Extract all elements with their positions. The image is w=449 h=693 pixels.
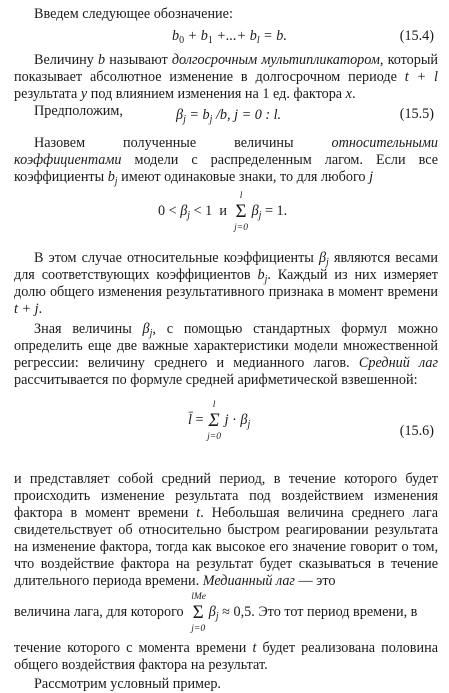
equation-15-5-number: (15.5): [399, 106, 434, 122]
var-t: t: [196, 505, 201, 521]
sum-symbol: lMe Σ j=0: [191, 603, 205, 622]
paragraph-mean-lag-explanation: [14, 471, 438, 590]
text: модели с распределенным лагом. Если все коэффициенты: [14, 152, 438, 185]
equation-15-4-expr: $b_0 + b_1$ +...+ $b_l = b$.: [172, 28, 287, 46]
var-bj: $b_j$: [107, 169, 118, 187]
sum-symbol: l Σ j=0: [234, 202, 248, 221]
sum-upper: l: [239, 191, 243, 201]
term-relative-coefficients: относительными коэффициентами: [14, 135, 438, 168]
equation-15-6-number: (15.6): [399, 423, 434, 439]
text: — это: [294, 573, 336, 589]
paragraph-multiplier: [14, 52, 438, 103]
text: будет реализована половина общего воздействия фактора на результат.: [14, 640, 438, 673]
sum-upper: lMe: [191, 592, 206, 603]
var-b: b: [98, 52, 106, 68]
var-t: t: [252, 640, 257, 656]
sum-lower: j=0: [191, 624, 206, 635]
var-t-plus-l: t + l: [404, 69, 438, 85]
text: результата: [14, 86, 81, 102]
text: под влиянием изменения на 1 ед. фактора: [87, 86, 346, 102]
equation-15-4-number: (15.4): [399, 28, 434, 44]
var-bj: $b_j$: [257, 267, 268, 285]
sum-symbol: l Σ j=0: [207, 411, 221, 430]
text: В этом случае относительные коэффициенты: [34, 250, 319, 266]
text: , с помощью стандартных формул можно определить еще две важные характеристики модели множественной регрессии: величину среднего и медианного лагов.: [14, 321, 438, 371]
text: называют: [105, 52, 172, 68]
text: течение которого с момента времени: [14, 640, 253, 656]
text: рассчитывается по формуле средней арифметической взвешенной:: [14, 372, 418, 388]
var-x: x: [345, 86, 352, 102]
text: и представляет собой средний период, в течение которого будет происходить изменение результата под воздействием изменения фактора в момент времени: [14, 471, 438, 521]
term-long-multiplier: долгосрочным мультипликатором,: [171, 52, 384, 68]
equation-15-6: [14, 389, 438, 447]
text: который показывает абсолютное изменение в долгосрочном периоде: [14, 52, 438, 85]
equation-weights-expr: $0 < \beta_j < 1$ и l Σ j=0 $\beta_j = 1$.: [158, 191, 288, 233]
equation-15-5: [14, 103, 438, 125]
text: имеют одинаковые знаки, то для любого: [117, 169, 370, 185]
term-median-lag: Медианный лаг: [202, 573, 295, 589]
var-j: j: [369, 169, 374, 185]
text: величина лага, для которого: [14, 604, 184, 620]
text: .: [38, 301, 43, 317]
and-word: и: [219, 202, 227, 219]
var-beta-j: $\beta_j$: [142, 321, 153, 339]
var-t-plus-j: t + j: [14, 301, 39, 317]
text: Величину: [34, 52, 98, 68]
sum-upper: l: [212, 400, 216, 410]
var-beta-j: $\beta_j$: [318, 250, 329, 268]
var-y: y: [80, 86, 88, 102]
equation-weights: [14, 186, 438, 232]
sum-lower: j=0: [234, 223, 248, 233]
paragraph-relative-coefficients: [14, 135, 438, 186]
paragraph-median-continued: [14, 640, 438, 674]
text: Назовем полученные величины: [34, 135, 332, 151]
text: .: [351, 86, 356, 102]
text: являются весами для соответствующих коэффициентов: [14, 250, 438, 283]
suppose-text: Предположим,: [34, 103, 123, 119]
equation-15-4: [14, 25, 438, 49]
equation-15-5-expr: $\beta_j = b_j$ /b, j = 0 : l.: [176, 107, 282, 125]
page: [14, 6, 438, 693]
paragraph-mean-lag: [14, 321, 438, 389]
intro-text: Введем следующее обозначение:: [34, 6, 233, 22]
paragraph-median-lag: [14, 592, 438, 635]
text: . Небольшая величина среднего лага свидетельствует об относительно быстром реагировании результата на изменение фактора, тогда как высокое его значение говорит о том, что воздействие фактора на результат будет сказываться в течение длительного периода времени.: [14, 505, 438, 589]
paragraph-weights: [14, 250, 438, 318]
text: Это тот период времени, в: [254, 604, 418, 620]
term-mean-lag: Средний лаг: [358, 355, 438, 371]
text: . Каждый из них измеряет долю общего изменения результативного признака в момент времени: [14, 267, 438, 300]
text: Зная величины: [34, 321, 143, 337]
closing-text: Рассмотрим условный пример.: [34, 676, 221, 692]
equation-15-6-expr: l̄ = l Σ j=0 $j \cdot \beta_j$: [188, 400, 251, 442]
median-condition: $\beta_j \approx 0,5$.: [208, 604, 255, 622]
sum-lower: j=0: [207, 432, 221, 442]
